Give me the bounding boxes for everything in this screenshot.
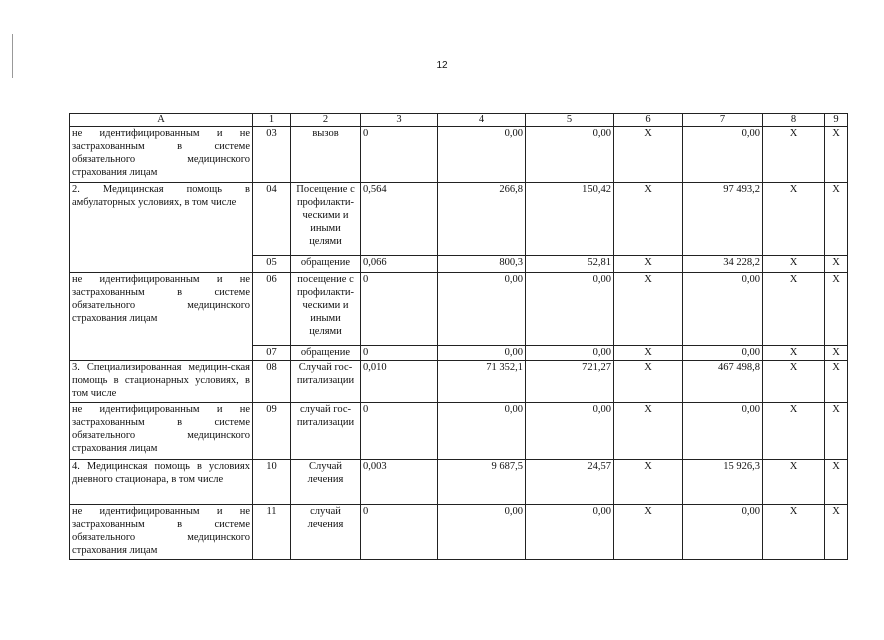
value-cell: 0,00 (526, 403, 614, 460)
value-cell: 0,00 (683, 346, 763, 361)
unit-cell: посещение с профилакти-ческими и иными целями (291, 273, 361, 346)
value-cell: 0,00 (683, 505, 763, 560)
value-cell: X (763, 403, 825, 460)
row-description: не идентифицированным и не застрахованным в системе обязательного медицинского страхования лицам (70, 505, 253, 560)
value-cell: X (825, 127, 848, 183)
unit-cell: случай лечения (291, 505, 361, 560)
table-row (70, 273, 848, 346)
value-cell: 0,00 (438, 346, 526, 361)
row-description: не идентифицированным и не застрахованным в системе обязательного медицинского страхования лицам (70, 273, 253, 361)
value-cell: X (825, 361, 848, 403)
column-header: 1 (253, 114, 291, 127)
value-cell: 0,00 (526, 505, 614, 560)
value-cell: 15 926,3 (683, 460, 763, 505)
row-description: 4. Медицинская помощь в условиях дневного стационара, в том числе (70, 460, 253, 505)
value-cell: 0,00 (526, 273, 614, 346)
row-code: 09 (253, 403, 291, 460)
value-cell: 0,00 (438, 127, 526, 183)
value-cell: X (614, 256, 683, 273)
unit-cell: Случай гос-питализации (291, 361, 361, 403)
row-code: 07 (253, 346, 291, 361)
row-description: 2. Медицинская помощь в амбулаторных условиях, в том числе (70, 183, 253, 273)
value-cell: 52,81 (526, 256, 614, 273)
value-cell: 0,00 (438, 505, 526, 560)
value-cell: X (825, 505, 848, 560)
value-cell: 0,00 (438, 403, 526, 460)
column-header: А (70, 114, 253, 127)
unit-cell: обращение (291, 256, 361, 273)
row-description: 3. Специализированная медицин-ская помощь в стационарных условиях, в том числе (70, 361, 253, 403)
row-code: 03 (253, 127, 291, 183)
value-cell: 0,003 (361, 460, 438, 505)
value-cell: 0,00 (683, 403, 763, 460)
value-cell: 97 493,2 (683, 183, 763, 256)
value-cell: 467 498,8 (683, 361, 763, 403)
value-cell: 0,00 (526, 127, 614, 183)
column-header: 8 (763, 114, 825, 127)
data-table (69, 113, 848, 560)
value-cell: X (614, 127, 683, 183)
table-row (70, 460, 848, 505)
value-cell: X (825, 273, 848, 346)
value-cell: 0,00 (683, 273, 763, 346)
column-header: 3 (361, 114, 438, 127)
table-row (70, 127, 848, 183)
unit-cell: обращение (291, 346, 361, 361)
value-cell: 0,00 (526, 346, 614, 361)
value-cell: 0 (361, 273, 438, 346)
value-cell: X (614, 346, 683, 361)
value-cell: X (825, 403, 848, 460)
value-cell: X (614, 460, 683, 505)
value-cell: 0,010 (361, 361, 438, 403)
column-header: 2 (291, 114, 361, 127)
column-header: 6 (614, 114, 683, 127)
value-cell: X (614, 361, 683, 403)
value-cell: X (763, 505, 825, 560)
table-row (70, 183, 848, 256)
value-cell: X (614, 403, 683, 460)
value-cell: X (763, 183, 825, 256)
page-number: 12 (436, 60, 448, 71)
value-cell: 0,066 (361, 256, 438, 273)
column-header: 4 (438, 114, 526, 127)
table-row (70, 361, 848, 403)
value-cell: 721,27 (526, 361, 614, 403)
row-code: 06 (253, 273, 291, 346)
value-cell: 0 (361, 127, 438, 183)
row-code: 05 (253, 256, 291, 273)
value-cell: 0 (361, 505, 438, 560)
value-cell: X (825, 346, 848, 361)
value-cell: X (763, 361, 825, 403)
margin-mark (12, 34, 13, 78)
value-cell: X (614, 273, 683, 346)
column-header: 5 (526, 114, 614, 127)
value-cell: 34 228,2 (683, 256, 763, 273)
row-description: не идентифицированным и не застрахованным в системе обязательного медицинского страхования лицам (70, 403, 253, 460)
row-description: не идентифицированным и не застрахованным в системе обязательного медицинского страхования лицам (70, 127, 253, 183)
value-cell: 0 (361, 346, 438, 361)
table-row (70, 505, 848, 560)
unit-cell: случай гос-питализации (291, 403, 361, 460)
column-header: 9 (825, 114, 848, 127)
value-cell: X (763, 273, 825, 346)
value-cell: 0 (361, 403, 438, 460)
row-code: 11 (253, 505, 291, 560)
value-cell: X (825, 256, 848, 273)
value-cell: X (614, 505, 683, 560)
column-header: 7 (683, 114, 763, 127)
unit-cell: вызов (291, 127, 361, 183)
row-code: 10 (253, 460, 291, 505)
value-cell: 0,00 (438, 273, 526, 346)
value-cell: 9 687,5 (438, 460, 526, 505)
value-cell: X (763, 127, 825, 183)
table-header-row (70, 114, 848, 127)
table-row (70, 403, 848, 460)
value-cell: X (825, 460, 848, 505)
value-cell: 71 352,1 (438, 361, 526, 403)
value-cell: X (763, 256, 825, 273)
row-code: 04 (253, 183, 291, 256)
value-cell: X (763, 346, 825, 361)
value-cell: 0,564 (361, 183, 438, 256)
value-cell: 266,8 (438, 183, 526, 256)
value-cell: X (614, 183, 683, 256)
value-cell: 0,00 (683, 127, 763, 183)
unit-cell: Посещение с профилакти-ческими и иными целями (291, 183, 361, 256)
unit-cell: Случай лечения (291, 460, 361, 505)
value-cell: 24,57 (526, 460, 614, 505)
value-cell: X (825, 183, 848, 256)
value-cell: X (763, 460, 825, 505)
row-code: 08 (253, 361, 291, 403)
value-cell: 150,42 (526, 183, 614, 256)
value-cell: 800,3 (438, 256, 526, 273)
